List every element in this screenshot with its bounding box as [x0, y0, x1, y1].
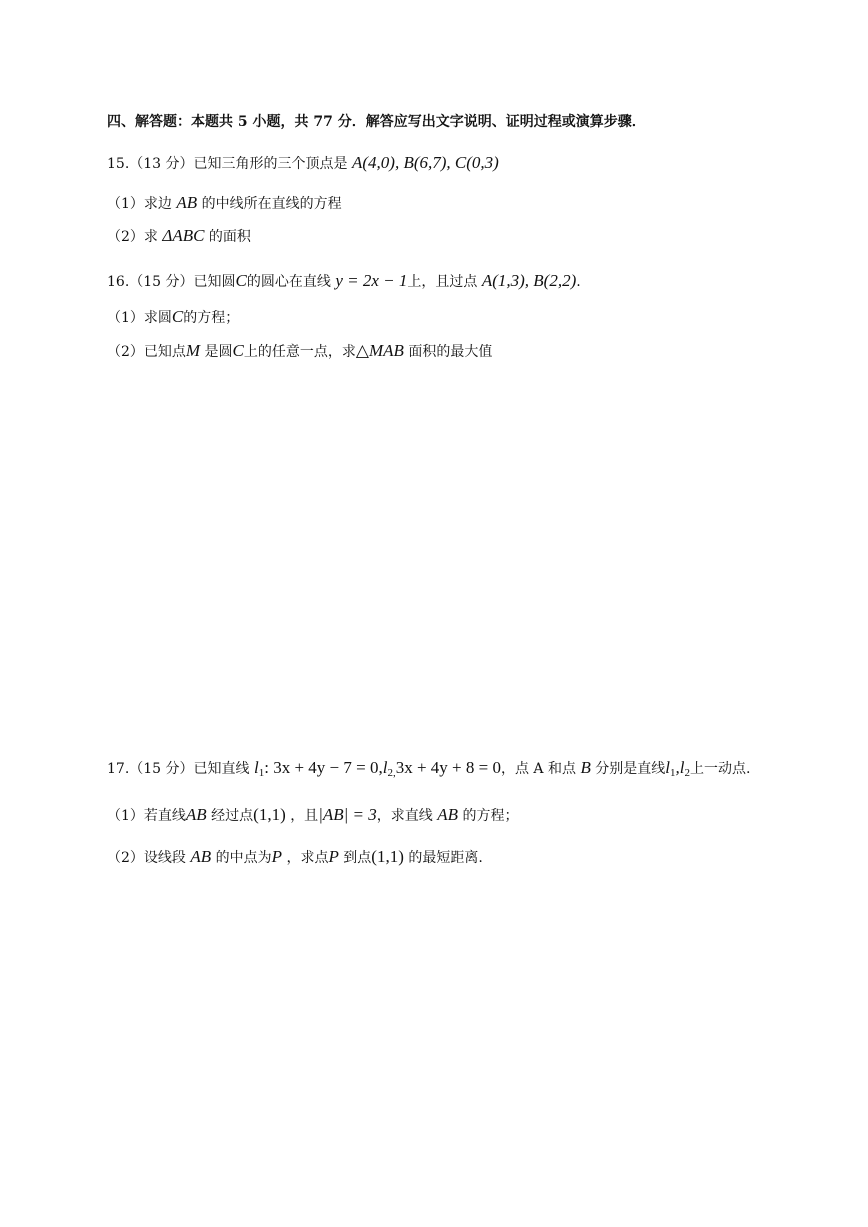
math-ab-length: |AB| = 3: [318, 805, 377, 824]
part-text: 是圆: [204, 344, 233, 360]
part-text: 的中线所在直线的方程: [201, 196, 342, 212]
part-text: 设线段: [143, 850, 186, 866]
problem-17-score: （15 分）: [129, 761, 194, 777]
part-text: 求边: [143, 196, 172, 212]
problem-15-vertices: A(4,0), B(6,7), C(0,3): [351, 153, 499, 172]
part-text: 的中点为: [215, 850, 272, 866]
problem-15-score: （13 分）: [129, 156, 194, 172]
math-ab: AB: [176, 193, 198, 212]
problem-17-number: 17.: [107, 761, 130, 777]
math-p: P: [328, 847, 339, 866]
stem-text: 分别是直线: [595, 761, 666, 777]
stem-text: 的圆心在直线: [246, 274, 331, 290]
problem-17-stem: [107, 757, 750, 784]
math-points-ab: A(1,3), B(2,2): [481, 271, 577, 290]
part-text: 求圆: [143, 310, 172, 326]
part-text: 面积的最大值: [408, 344, 493, 360]
problem-16-number: 16.: [107, 274, 130, 290]
math-l2-name: $l_{2,}$: [382, 758, 396, 779]
problem-15-part-1: [107, 192, 342, 215]
problem-16-part-1: [107, 306, 239, 329]
stem-text: 已知圆: [193, 274, 236, 290]
math-triangle-abc: ΔABC: [162, 226, 205, 245]
math-ab: AB: [437, 805, 459, 824]
math-point-1-1: (1,1): [371, 847, 404, 866]
problem-17-part-2: [107, 846, 483, 869]
problem-15-stem: [107, 152, 499, 175]
part-text: ，求点: [286, 850, 329, 866]
stem-text: 已知直线: [193, 761, 250, 777]
part-text: 经过点: [211, 808, 254, 824]
part-label: （2）: [107, 344, 144, 360]
part-label: （1）: [107, 310, 144, 326]
math-l2-equation: 3x + 4y + 8 = 0: [395, 758, 501, 777]
part-label: （1）: [107, 196, 144, 212]
part-text: 的最短距离.: [408, 850, 483, 866]
math-m: M: [185, 341, 201, 360]
stem-text: ，点 A 和点: [500, 761, 576, 777]
part-text: 上的任意一点，求: [243, 344, 356, 360]
section-heading: 四、解答题：本题共 5 小题，共 77 分．解答应写出文字说明、证明过程或演算步骤．: [107, 114, 646, 130]
math-ab: AB: [185, 805, 207, 824]
stem-end: 上一动点.: [690, 761, 751, 777]
math-c: C: [171, 307, 184, 326]
part-text: 已知点: [143, 344, 186, 360]
part-text: 的方程；: [183, 310, 240, 326]
math-l1-equation: : 3x + 4y − 7 = 0,: [264, 758, 383, 777]
problem-16-part-2: [107, 340, 492, 363]
problem-17-part-1: [107, 804, 518, 827]
math-c: C: [235, 271, 247, 290]
math-triangle-mab: △MAB: [355, 341, 404, 360]
problem-15-part-2: [107, 225, 251, 248]
part-text: 若直线: [143, 808, 186, 824]
math-c: C: [232, 341, 244, 360]
part-text: 到点: [343, 850, 372, 866]
stem-end: .: [576, 274, 581, 290]
part-text: 的面积: [208, 229, 251, 245]
part-text: ，求直线: [376, 808, 433, 824]
math-line-equation: y = 2x − 1: [335, 271, 408, 290]
math-l1-name: $l_1$: [253, 758, 265, 779]
part-label: （2）: [107, 229, 144, 245]
math-lines: $l_1,l_2$: [665, 758, 690, 779]
math-b: B: [580, 758, 591, 777]
part-text: 的方程；: [462, 808, 519, 824]
part-text: ，且: [290, 808, 319, 824]
part-label: （2）: [107, 850, 144, 866]
problem-15-number: 15.: [107, 156, 130, 172]
problem-15-text: 已知三角形的三个顶点是: [193, 156, 348, 172]
stem-text: 上，且过点: [407, 274, 478, 290]
part-text: 求: [143, 229, 158, 245]
problem-16-stem: [107, 270, 581, 293]
part-label: （1）: [107, 808, 144, 824]
math-point-1-1: (1,1): [253, 805, 286, 824]
math-ab: AB: [190, 847, 212, 866]
math-p: P: [271, 847, 282, 866]
problem-16-score: （15 分）: [129, 274, 194, 290]
